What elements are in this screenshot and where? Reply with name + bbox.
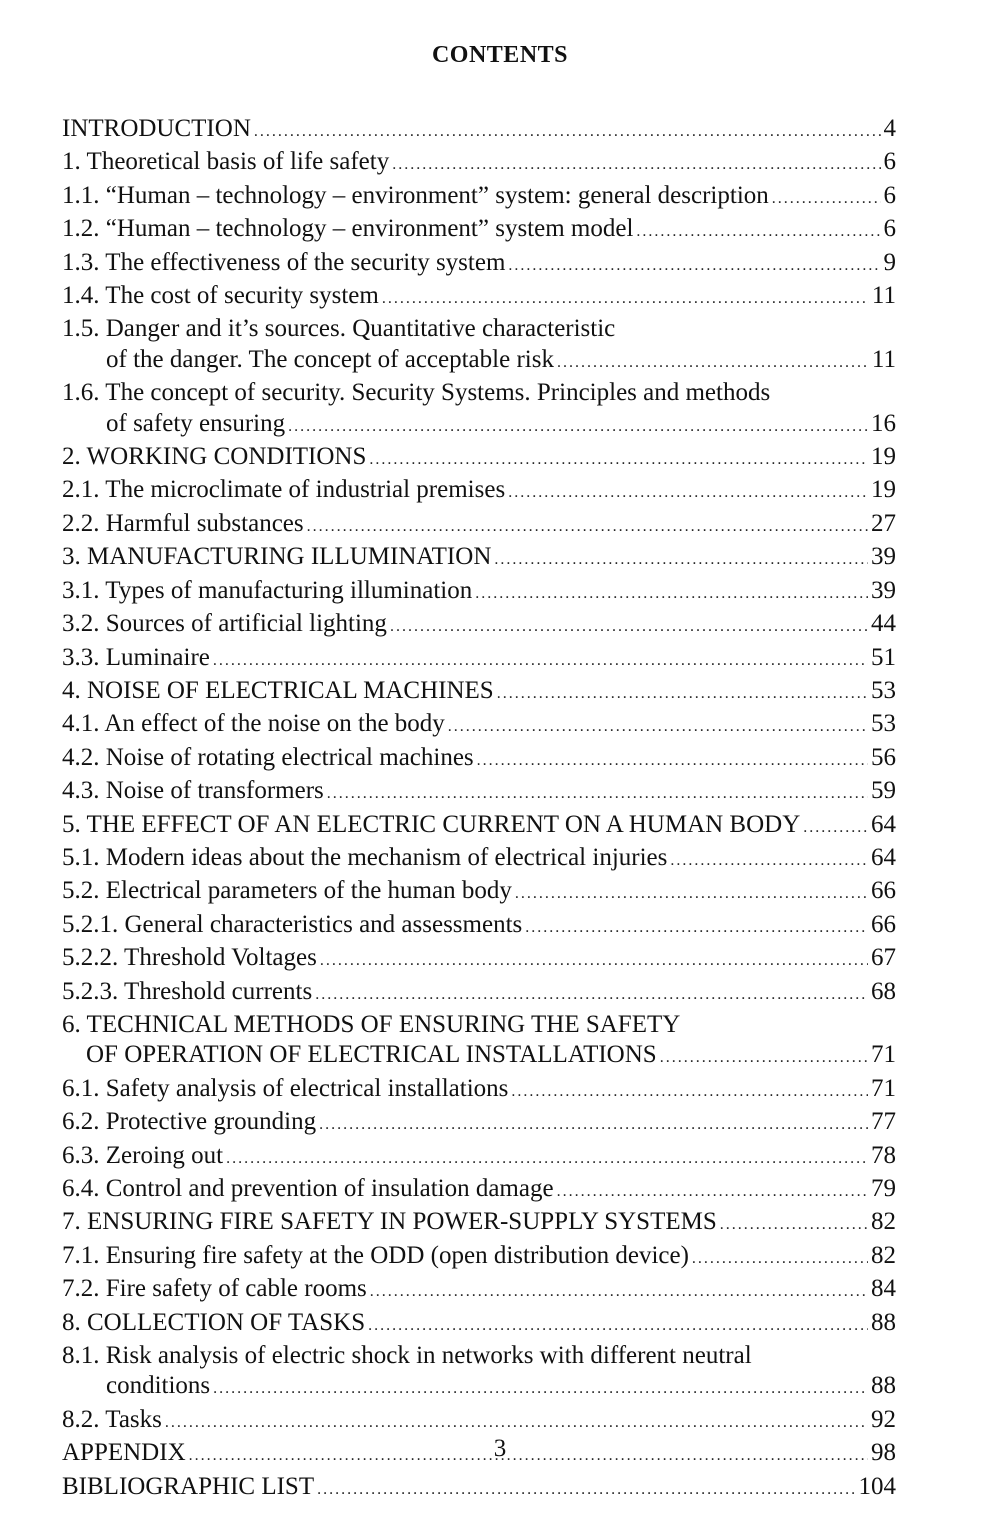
toc-page-number: 77: [871, 1108, 896, 1136]
toc-entry-line: [62, 542, 896, 575]
dot-leader: [670, 843, 868, 876]
toc-entry-title: 3.1. Types of manufacturing illumination: [62, 576, 473, 604]
toc-entry-line: [62, 977, 896, 1010]
dot-leader: [720, 1207, 868, 1240]
dot-leader: [382, 281, 869, 314]
toc-entry-title: 1.1. “Human – technology – environment” system: general description: [62, 181, 769, 209]
dot-leader: [317, 1472, 855, 1505]
toc-entry-line: [62, 643, 896, 676]
toc-entry-title: 3.3. Luminaire: [62, 643, 210, 671]
toc-entry-title: 6.3. Zeroing out: [62, 1141, 224, 1169]
dot-leader: [370, 1274, 868, 1307]
toc-page-number: 66: [871, 910, 896, 938]
toc-page-number: 98: [871, 1439, 896, 1467]
dot-leader: [390, 609, 868, 642]
toc-entry: [62, 1141, 896, 1174]
toc-page-number: 64: [871, 843, 896, 871]
toc-entry: [62, 609, 896, 642]
toc-entry-title: BIBLIOGRAPHIC LIST: [62, 1472, 315, 1500]
toc-page-number: 92: [871, 1405, 896, 1433]
toc-entry-line: [62, 147, 896, 180]
toc-entry: [62, 810, 896, 843]
toc-page-number: 4: [883, 115, 896, 142]
dot-leader: [508, 475, 868, 508]
toc-page-number: 19: [871, 443, 896, 471]
toc-entry: [62, 1472, 896, 1505]
toc-page-number: 56: [871, 743, 896, 771]
toc-entry: [62, 314, 896, 378]
toc-entry: [62, 1010, 896, 1074]
toc-entry-title: 3. MANUFACTURING ILLUMINATION: [62, 543, 492, 571]
dot-leader: [213, 643, 868, 676]
dot-leader: [636, 214, 880, 247]
toc-entry: [62, 709, 896, 742]
toc-entry-line: [62, 214, 896, 247]
toc-entry-line: [62, 248, 896, 281]
toc-entry-title: 2.1. The microclimate of industrial premises: [62, 476, 506, 504]
toc-entry-title: 6.2. Protective grounding: [62, 1108, 317, 1136]
toc-entry-title: 5.2.1. General characteristics and assessments: [62, 910, 523, 938]
dot-leader: [307, 509, 868, 542]
toc-entry-title: 3.2. Sources of artificial lighting: [62, 610, 387, 638]
dot-leader: [515, 876, 868, 909]
toc-entry: [62, 1174, 896, 1207]
toc-entry-line: [62, 943, 896, 976]
toc-entry: [62, 114, 896, 147]
dot-leader: [477, 743, 868, 776]
dot-leader: [319, 1107, 868, 1140]
dot-leader: [692, 1241, 868, 1274]
dot-leader: [497, 676, 868, 709]
toc-page-number: 6: [883, 215, 896, 243]
toc-entry-line: [62, 576, 896, 609]
toc-entry: [62, 843, 896, 876]
toc-entry-line: [62, 1141, 896, 1174]
toc-page-number: 51: [871, 643, 896, 671]
toc-entry-title: 4.2. Noise of rotating electrical machines: [62, 743, 474, 771]
toc-page-number: 78: [871, 1141, 896, 1169]
toc-entry-title: of safety ensuring: [106, 409, 286, 437]
toc-page-number: 67: [871, 944, 896, 972]
dot-leader: [803, 810, 868, 843]
toc-entry-line: [62, 843, 896, 876]
toc-entry-line: [62, 1107, 896, 1140]
table-of-contents: [62, 114, 896, 1505]
toc-entry-line: [62, 776, 896, 809]
toc-entry-line: [62, 876, 896, 909]
toc-entry: [62, 1341, 896, 1405]
toc-entry-title: 1.5. Danger and it’s sources. Quantitative characteristic: [62, 315, 616, 343]
page-number: 3: [493, 1435, 507, 1462]
toc-entry-title: 5.2. Electrical parameters of the human body: [62, 877, 512, 905]
toc-page-number: 64: [871, 810, 896, 838]
toc-page-number: 6: [883, 181, 896, 209]
toc-entry-title: 4.1. An effect of the noise on the body: [62, 710, 445, 738]
toc-entry-line: [62, 1010, 896, 1040]
toc-entry: [62, 643, 896, 676]
toc-entry: [62, 147, 896, 180]
toc-entry: [62, 442, 896, 475]
toc-entry-line: [62, 910, 896, 943]
toc-entry-line: [62, 1308, 896, 1341]
toc-entry: [62, 1405, 896, 1438]
toc-entry-line: [62, 509, 896, 542]
toc-page-number: 68: [871, 977, 896, 1005]
toc-page-number: 11: [871, 282, 896, 310]
toc-page-number: 71: [871, 1074, 896, 1102]
toc-page-number: 16: [871, 409, 896, 437]
toc-entry: [62, 475, 896, 508]
dot-leader: [494, 542, 868, 575]
toc-page-number: 84: [871, 1275, 896, 1303]
dot-leader: [213, 1371, 868, 1404]
toc-page-number: 27: [871, 509, 896, 537]
toc-entry-continuation: [62, 1371, 896, 1404]
toc-page-number: 39: [871, 543, 896, 571]
toc-entry-title: 6. TECHNICAL METHODS OF ENSURING THE SAFETY: [62, 1010, 681, 1038]
dot-leader: [288, 409, 868, 442]
toc-entry-title: INTRODUCTION: [62, 115, 251, 142]
dot-leader: [772, 181, 881, 214]
toc-entry-line: [62, 1241, 896, 1274]
toc-entry-title: 5.2.2. Threshold Voltages: [62, 944, 317, 972]
toc-entry: [62, 509, 896, 542]
toc-entry-title: 5. THE EFFECT OF AN ELECTRIC CURRENT ON A HUMAN BODY: [62, 810, 801, 838]
toc-entry-title: 5.1. Modern ideas about the mechanism of electrical injuries: [62, 843, 668, 871]
toc-entry: [62, 1207, 896, 1240]
toc-entry-title: 1.3. The effectiveness of the security system: [62, 248, 506, 276]
toc-page-number: 9: [883, 248, 896, 276]
toc-entry-line: [62, 378, 896, 408]
page-title: CONTENTS: [431, 42, 569, 68]
dot-leader: [320, 943, 868, 976]
toc-entry-title: 4. NOISE OF ELECTRICAL MACHINES: [62, 676, 494, 704]
toc-entry-line: [62, 1074, 896, 1107]
dot-leader: [369, 442, 868, 475]
toc-entry-title: 7.2. Fire safety of cable rooms: [62, 1275, 367, 1303]
toc-entry-line: [62, 114, 896, 147]
toc-entry-continuation: [62, 409, 896, 442]
toc-entry-title: of the danger. The concept of acceptable risk: [106, 345, 554, 373]
toc-page-number: 39: [871, 576, 896, 604]
toc-entry: [62, 876, 896, 909]
toc-entry-title: APPENDIX: [62, 1439, 186, 1467]
toc-entry: [62, 281, 896, 314]
toc-entry-title: 1.2. “Human – technology – environment” system model: [62, 215, 634, 243]
toc-page-number: 6: [883, 148, 896, 176]
toc-entry-title: 6.4. Control and prevention of insulation damage: [62, 1175, 554, 1202]
toc-page-number: 44: [871, 610, 896, 638]
toc-page-number: 82: [871, 1241, 896, 1269]
toc-entry-title: 6.1. Safety analysis of electrical installations: [62, 1074, 509, 1102]
toc-entry: [62, 1241, 896, 1274]
toc-entry: [62, 743, 896, 776]
dot-leader: [448, 709, 868, 742]
toc-entry-line: [62, 314, 896, 344]
toc-entry-title: 1. Theoretical basis of life safety: [62, 148, 390, 176]
dot-leader: [660, 1040, 868, 1073]
toc-entry: [62, 910, 896, 943]
toc-entry: [62, 214, 896, 247]
dot-leader: [557, 1174, 868, 1207]
toc-entry: [62, 977, 896, 1010]
toc-entry-title: 2. WORKING CONDITIONS: [62, 443, 367, 471]
dot-leader: [557, 345, 869, 378]
toc-entry-title: 8. COLLECTION OF TASKS: [62, 1308, 366, 1336]
toc-entry: [62, 1274, 896, 1307]
toc-entry-title: conditions: [106, 1372, 211, 1400]
toc-entry-line: [62, 475, 896, 508]
toc-entry-title: 2.2. Harmful substances: [62, 509, 304, 537]
toc-entry-title: 1.4. The cost of security system: [62, 282, 379, 310]
dot-leader: [315, 977, 868, 1010]
dot-leader: [254, 114, 881, 147]
toc-entry-line: [62, 442, 896, 475]
toc-page-number: 79: [871, 1175, 896, 1202]
toc-entry-line: [62, 609, 896, 642]
toc-entry-line: [62, 181, 896, 214]
toc-entry-continuation: [62, 345, 896, 378]
toc-entry: [62, 776, 896, 809]
dot-leader: [226, 1141, 868, 1174]
toc-entry: [62, 676, 896, 709]
toc-entry-title: 5.2.3. Threshold currents: [62, 977, 313, 1005]
toc-page-number: 11: [871, 345, 896, 373]
dot-leader: [327, 776, 868, 809]
toc-entry-line: [62, 743, 896, 776]
toc-entry-title: OF OPERATION OF ELECTRICAL INSTALLATIONS: [86, 1041, 657, 1069]
toc-entry: [62, 181, 896, 214]
toc-entry-title: 7.1. Ensuring fire safety at the ODD (open distribution device): [62, 1241, 689, 1269]
toc-page-number: 66: [871, 877, 896, 905]
toc-page-number: 88: [871, 1308, 896, 1336]
toc-page-number: 71: [871, 1041, 896, 1069]
toc-entry-line: [62, 709, 896, 742]
toc-entry: [62, 1074, 896, 1107]
toc-entry: [62, 378, 896, 442]
dot-leader: [475, 576, 868, 609]
toc-entry: [62, 943, 896, 976]
toc-entry-line: [62, 810, 896, 843]
toc-entry: [62, 248, 896, 281]
toc-page-number: 88: [871, 1372, 896, 1400]
dot-leader: [392, 147, 880, 180]
toc-page-number: 53: [871, 710, 896, 738]
toc-page-number: 104: [858, 1472, 896, 1500]
dot-leader: [368, 1308, 868, 1341]
dot-leader: [165, 1405, 868, 1438]
toc-entry-title: 1.6. The concept of security. Security Systems. Principles and methods: [62, 379, 771, 407]
toc-entry-line: [62, 1274, 896, 1307]
toc-entry: [62, 542, 896, 575]
toc-entry-line: [62, 1207, 896, 1240]
toc-entry: [62, 576, 896, 609]
toc-entry-line: [62, 676, 896, 709]
dot-leader: [508, 248, 880, 281]
toc-entry-title: 8.1. Risk analysis of electric shock in networks with different neutral: [62, 1342, 752, 1370]
toc-entry-line: [62, 281, 896, 314]
toc-page-number: 19: [871, 476, 896, 504]
dot-leader: [511, 1074, 868, 1107]
toc-entry: [62, 1107, 896, 1140]
toc-entry-line: [62, 1405, 896, 1438]
toc-entry: [62, 1308, 896, 1341]
toc-entry-line: [62, 1341, 896, 1371]
toc-entry-title: 8.2. Tasks: [62, 1405, 162, 1433]
toc-page-number: 53: [871, 676, 896, 704]
toc-entry-line: [62, 1174, 896, 1207]
toc-entry-title: 4.3. Noise of transformers: [62, 777, 324, 805]
toc-entry-line: [62, 1472, 896, 1505]
toc-entry-continuation: [62, 1040, 896, 1073]
toc-entry-title: 7. ENSURING FIRE SAFETY IN POWER-SUPPLY SYSTEMS: [62, 1208, 717, 1236]
dot-leader: [525, 910, 868, 943]
toc-page-number: 59: [871, 777, 896, 805]
toc-page-number: 82: [871, 1208, 896, 1236]
